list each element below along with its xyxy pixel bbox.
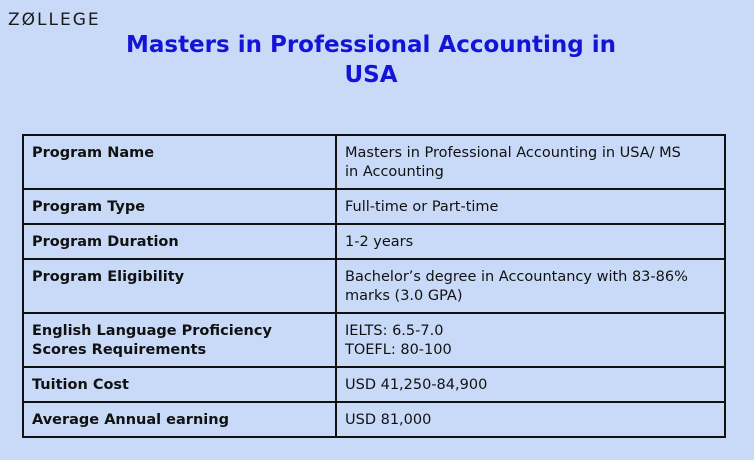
row-value-line: Full-time or Part-time bbox=[345, 199, 499, 215]
table-row bbox=[23, 313, 725, 367]
row-label: Program Duration bbox=[23, 224, 336, 259]
row-label: Program Type bbox=[23, 189, 336, 224]
row-value-line: Masters in Professional Accounting in USA/ MS bbox=[345, 145, 681, 161]
table-row bbox=[23, 259, 725, 313]
page-title bbox=[0, 30, 742, 90]
row-value bbox=[336, 367, 725, 402]
zollege-logo: ZØLLEGE bbox=[8, 10, 101, 30]
table-row bbox=[23, 224, 725, 259]
row-value bbox=[336, 313, 725, 367]
row-value bbox=[336, 402, 725, 437]
page-title-line-1: Masters in Professional Accounting in bbox=[125, 32, 617, 58]
table-row bbox=[23, 402, 725, 437]
row-label: Program Name bbox=[23, 135, 336, 189]
row-value-line: USD 81,000 bbox=[345, 412, 432, 428]
row-value-line: in Accounting bbox=[345, 164, 444, 180]
table-row bbox=[23, 367, 725, 402]
row-label bbox=[23, 313, 336, 367]
row-value bbox=[336, 189, 725, 224]
row-value-line: marks (3.0 GPA) bbox=[345, 288, 463, 304]
row-value-line: Bachelor’s degree in Accountancy with 83-86% bbox=[345, 269, 688, 285]
row-value-line: 1-2 years bbox=[345, 234, 414, 250]
table-row bbox=[23, 189, 725, 224]
row-value-line: TOEFL: 80-100 bbox=[345, 342, 452, 358]
row-value-line: USD 41,250-84,900 bbox=[345, 377, 488, 393]
row-label: Program Eligibility bbox=[23, 259, 336, 313]
row-value-line: IELTS: 6.5-7.0 bbox=[345, 323, 444, 339]
table-row bbox=[23, 135, 725, 189]
row-label: Average Annual earning bbox=[23, 402, 336, 437]
row-value bbox=[336, 224, 725, 259]
row-value bbox=[336, 259, 725, 313]
page-title-line-2: USA bbox=[344, 62, 398, 88]
row-label-line: English Language Proficiency bbox=[32, 323, 272, 339]
row-label: Tuition Cost bbox=[23, 367, 336, 402]
row-label-line: Scores Requirements bbox=[32, 342, 207, 358]
program-details-table bbox=[22, 134, 726, 438]
row-value bbox=[336, 135, 725, 189]
